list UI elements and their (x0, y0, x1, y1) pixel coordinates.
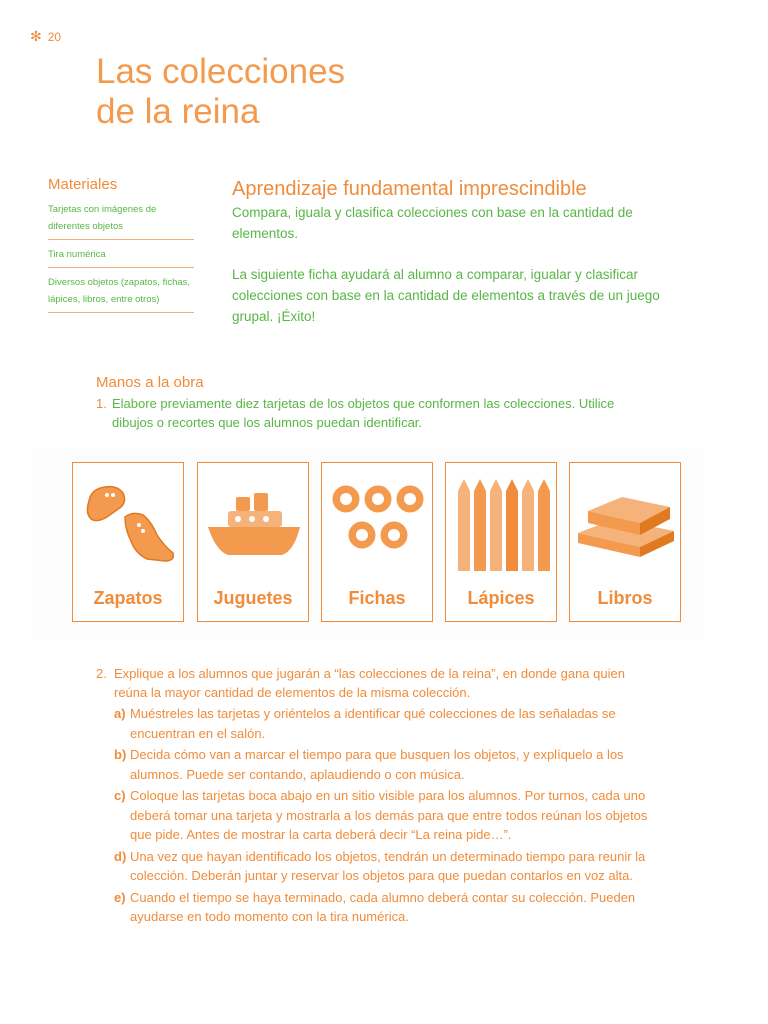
sub-step-text: Una vez que hayan identificado los objetos, tendrán un determinado tiempo para reunir la colección. Deberán juntar y reservar los objetos para que puedan contarlos en voz alta. (130, 848, 646, 883)
page-number-text: 20 (47, 30, 62, 44)
title-line-2: de la reina (96, 92, 260, 131)
books-icon (574, 471, 678, 571)
learning-text-1: Compara, iguala y clasifica colecciones con base en la cantidad de elementos. (232, 205, 633, 241)
sub-step-letter: c) (114, 788, 126, 803)
sub-step-b (96, 745, 656, 784)
card-label: Lápices (467, 588, 535, 608)
material-item: Tira numérica (48, 246, 194, 268)
sub-step-letter: b) (114, 747, 127, 762)
shoes-icon (77, 471, 181, 571)
sub-step-a (96, 704, 656, 743)
manos-section (96, 372, 656, 432)
sub-step-e (96, 888, 656, 927)
title-line-1: Las colecciones (96, 52, 346, 91)
card-label: Libros (597, 588, 653, 608)
manos-heading: Manos a la obra (96, 374, 204, 391)
instructions-section (96, 664, 656, 927)
card-label: Zapatos (93, 588, 163, 608)
step-1-number: 1. (96, 396, 107, 411)
card-juguetes (197, 462, 309, 622)
sub-step-letter: d) (114, 848, 127, 864)
card-libros (569, 462, 681, 622)
page-number (30, 28, 61, 45)
sub-step-c (96, 786, 656, 845)
page-title (96, 52, 345, 132)
step-1-text: Elabore previamente diez tarjetas de los objetos que conformen las colecciones. Utilice dibujos o recortes que los alumnos puedan identificar. (112, 396, 615, 430)
learning-section (232, 176, 672, 327)
sub-step-text: Muéstreles las tarjetas y oriéntelos a identificar qué colecciones de las señaladas se encuentran en el salón. (130, 706, 616, 741)
toy-boat-icon (202, 471, 306, 571)
material-item: Diversos objetos (zapatos, fichas, lápices, libros, entre otros) (48, 274, 194, 313)
pencils-icon (450, 471, 554, 575)
cards-strip (32, 448, 704, 640)
sub-step-letter: e) (114, 889, 126, 905)
materials-heading: Materiales (48, 176, 118, 193)
chips-icon (326, 471, 430, 571)
sub-step-letter: a) (114, 706, 126, 721)
card-fichas (321, 462, 433, 622)
sub-step-text: Cuando el tiempo se haya terminado, cada alumno deberá contar su colección. Pueden ayudarse en todo momento con la tira numérica. (130, 889, 636, 924)
card-label: Fichas (348, 588, 406, 608)
step-2-text: Explique a los alumnos que jugarán a “las colecciones de la reina”, en donde gana quien reúna la mayor cantidad de elementos de la misma colección. (114, 666, 625, 700)
sub-step-d (96, 847, 656, 886)
sub-step-text: Decida cómo van a marcar el tiempo para que busquen los objetos, y explíquelo a los alumnos. Puede ser contando, aplaudiendo o con música. (130, 747, 624, 782)
card-lapices (445, 462, 557, 622)
materials-section (48, 176, 194, 319)
learning-heading: Aprendizaje fundamental imprescindible (232, 178, 587, 200)
sub-step-text: Coloque las tarjetas boca abajo en un sitio visible para los alumnos. Por turnos, cada uno deberá tomar una tarjeta y mostrarla a los demás para que entre todos reúnan los objetos que pide. Antes de mostrar la carta deberá decir “La reina pide…”. (130, 788, 648, 842)
step-2-number: 2. (96, 666, 107, 681)
step-1 (96, 394, 656, 432)
card-zapatos (72, 462, 184, 622)
asterisk-icon: ✻ (30, 28, 42, 44)
step-2 (96, 664, 656, 702)
learning-text-2: La siguiente ficha ayudará al alumno a comparar, igualar y clasificar colecciones con base en la cantidad de elementos a través de un juego grupal. ¡Éxito! (232, 267, 660, 324)
material-item: Tarjetas con imágenes de diferentes objetos (48, 201, 194, 240)
card-label: Juguetes (213, 588, 293, 608)
